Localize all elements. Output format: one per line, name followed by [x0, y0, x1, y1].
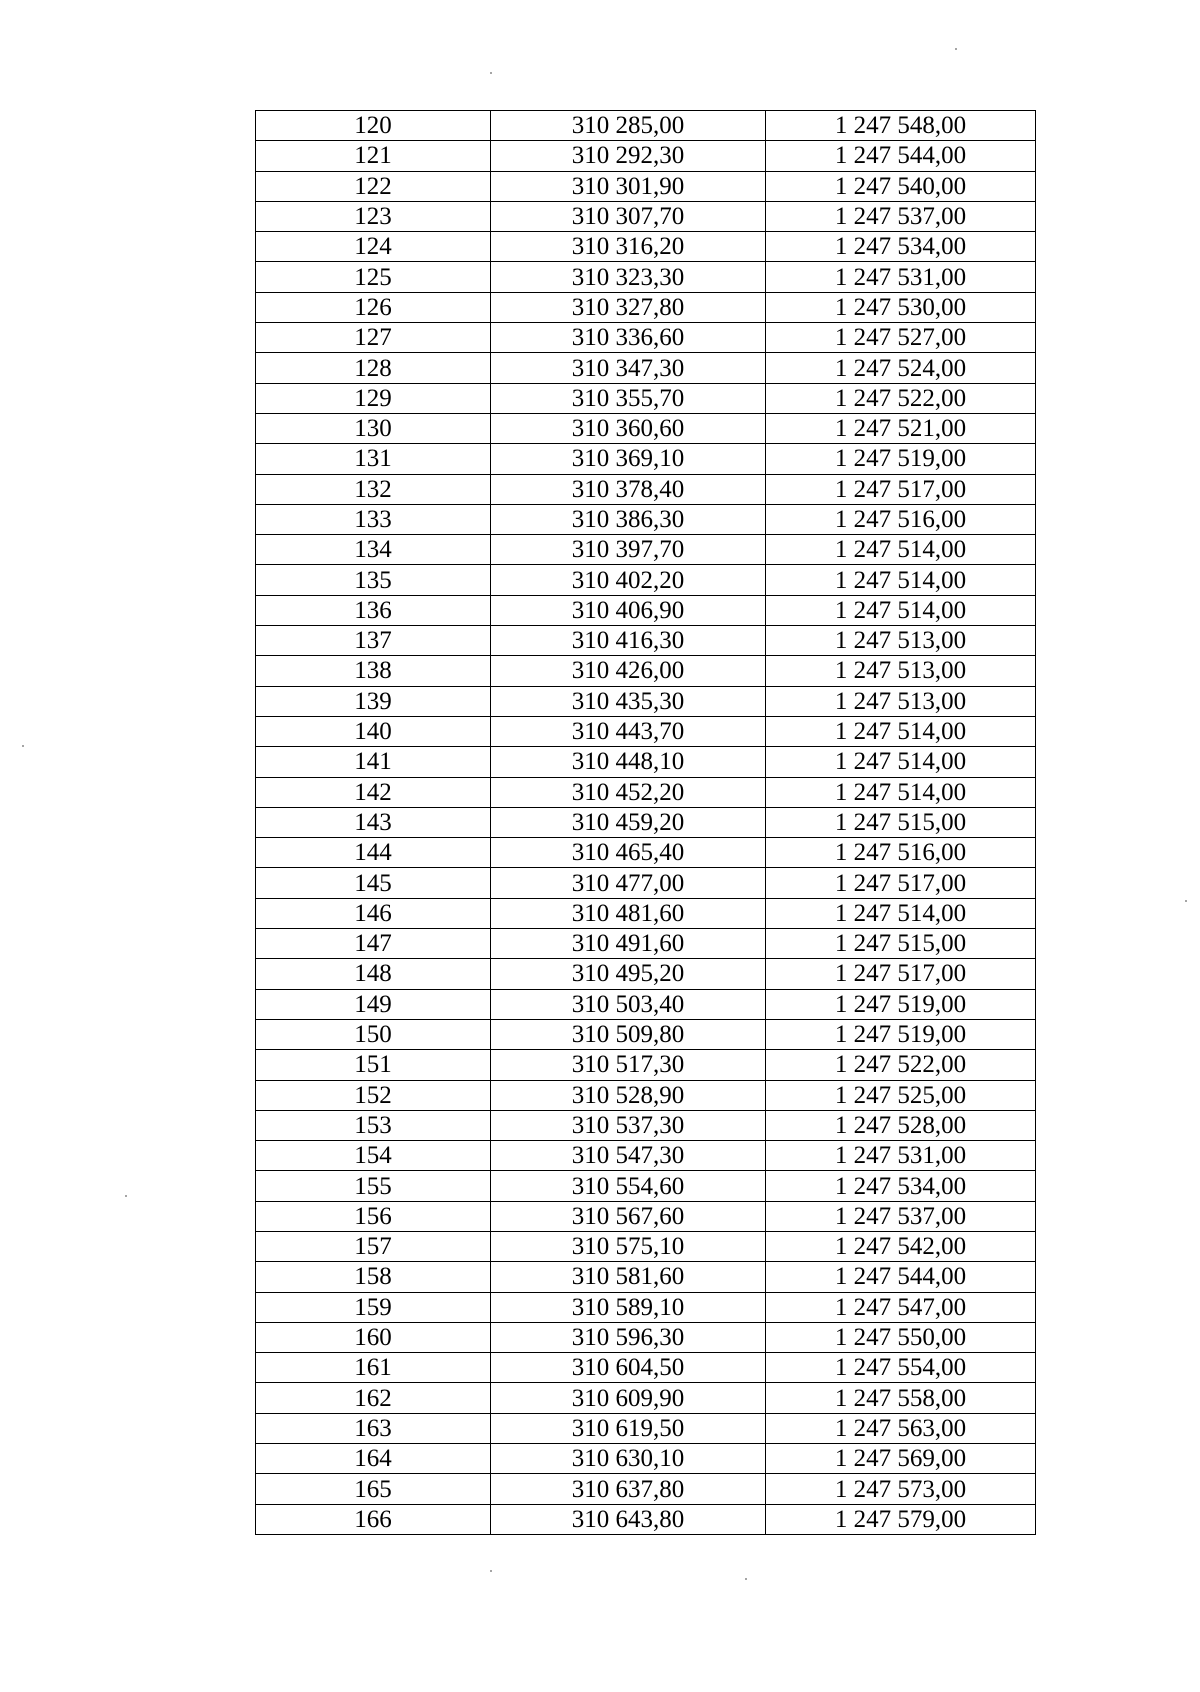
x-coordinate-cell: 310 416,30: [491, 626, 766, 656]
x-coordinate-cell: 310 465,40: [491, 838, 766, 868]
point-number-cell: 149: [256, 989, 491, 1019]
table-row: [256, 1019, 1036, 1049]
scan-speck: [125, 1195, 127, 1197]
point-number-cell: 135: [256, 565, 491, 595]
table-row: [256, 1474, 1036, 1504]
point-number-cell: 128: [256, 353, 491, 383]
table-row: [256, 1413, 1036, 1443]
x-coordinate-cell: 310 609,90: [491, 1383, 766, 1413]
y-coordinate-cell: 1 247 514,00: [766, 716, 1036, 746]
x-coordinate-cell: 310 495,20: [491, 959, 766, 989]
y-coordinate-cell: 1 247 517,00: [766, 959, 1036, 989]
y-coordinate-cell: 1 247 514,00: [766, 595, 1036, 625]
point-number-cell: 143: [256, 807, 491, 837]
scan-speck: [22, 745, 24, 747]
point-number-cell: 158: [256, 1262, 491, 1292]
y-coordinate-cell: 1 247 558,00: [766, 1383, 1036, 1413]
table-row: [256, 1110, 1036, 1140]
table-row: [256, 1353, 1036, 1383]
scan-speck: [955, 48, 957, 50]
table-row: [256, 353, 1036, 383]
table-row: [256, 1080, 1036, 1110]
point-number-cell: 131: [256, 444, 491, 474]
y-coordinate-cell: 1 247 515,00: [766, 807, 1036, 837]
x-coordinate-cell: 310 369,10: [491, 444, 766, 474]
point-number-cell: 123: [256, 201, 491, 231]
x-coordinate-cell: 310 637,80: [491, 1474, 766, 1504]
point-number-cell: 140: [256, 716, 491, 746]
x-coordinate-cell: 310 547,30: [491, 1141, 766, 1171]
y-coordinate-cell: 1 247 573,00: [766, 1474, 1036, 1504]
point-number-cell: 137: [256, 626, 491, 656]
y-coordinate-cell: 1 247 522,00: [766, 383, 1036, 413]
x-coordinate-cell: 310 630,10: [491, 1444, 766, 1474]
point-number-cell: 150: [256, 1019, 491, 1049]
table-row: [256, 141, 1036, 171]
y-coordinate-cell: 1 247 534,00: [766, 1171, 1036, 1201]
table-row: [256, 959, 1036, 989]
point-number-cell: 155: [256, 1171, 491, 1201]
table-row: [256, 444, 1036, 474]
y-coordinate-cell: 1 247 521,00: [766, 413, 1036, 443]
table-row: [256, 989, 1036, 1019]
table-row: [256, 595, 1036, 625]
table-row: [256, 383, 1036, 413]
y-coordinate-cell: 1 247 514,00: [766, 535, 1036, 565]
y-coordinate-cell: 1 247 516,00: [766, 838, 1036, 868]
x-coordinate-cell: 310 435,30: [491, 686, 766, 716]
point-number-cell: 166: [256, 1504, 491, 1534]
table-row: [256, 777, 1036, 807]
coordinates-table-body: [256, 111, 1036, 1535]
x-coordinate-cell: 310 336,60: [491, 323, 766, 353]
point-number-cell: 154: [256, 1141, 491, 1171]
table-row: [256, 1383, 1036, 1413]
y-coordinate-cell: 1 247 547,00: [766, 1292, 1036, 1322]
table-row: [256, 1050, 1036, 1080]
y-coordinate-cell: 1 247 516,00: [766, 504, 1036, 534]
y-coordinate-cell: 1 247 544,00: [766, 1262, 1036, 1292]
x-coordinate-cell: 310 619,50: [491, 1413, 766, 1443]
point-number-cell: 130: [256, 413, 491, 443]
table-row: [256, 1262, 1036, 1292]
y-coordinate-cell: 1 247 514,00: [766, 565, 1036, 595]
y-coordinate-cell: 1 247 534,00: [766, 232, 1036, 262]
x-coordinate-cell: 310 643,80: [491, 1504, 766, 1534]
table-row: [256, 747, 1036, 777]
point-number-cell: 160: [256, 1322, 491, 1352]
x-coordinate-cell: 310 327,80: [491, 292, 766, 322]
x-coordinate-cell: 310 443,70: [491, 716, 766, 746]
table-row: [256, 626, 1036, 656]
point-number-cell: 159: [256, 1292, 491, 1322]
y-coordinate-cell: 1 247 519,00: [766, 1019, 1036, 1049]
scan-speck: [490, 72, 492, 74]
x-coordinate-cell: 310 355,70: [491, 383, 766, 413]
table-row: [256, 1322, 1036, 1352]
table-row: [256, 1201, 1036, 1231]
point-number-cell: 157: [256, 1231, 491, 1261]
table-row: [256, 868, 1036, 898]
table-row: [256, 262, 1036, 292]
x-coordinate-cell: 310 406,90: [491, 595, 766, 625]
point-number-cell: 133: [256, 504, 491, 534]
point-number-cell: 162: [256, 1383, 491, 1413]
point-number-cell: 138: [256, 656, 491, 686]
y-coordinate-cell: 1 247 514,00: [766, 898, 1036, 928]
x-coordinate-cell: 310 402,20: [491, 565, 766, 595]
table-row: [256, 1504, 1036, 1534]
x-coordinate-cell: 310 426,00: [491, 656, 766, 686]
point-number-cell: 122: [256, 171, 491, 201]
table-row: [256, 111, 1036, 141]
y-coordinate-cell: 1 247 540,00: [766, 171, 1036, 201]
y-coordinate-cell: 1 247 525,00: [766, 1080, 1036, 1110]
table-row: [256, 1292, 1036, 1322]
x-coordinate-cell: 310 301,90: [491, 171, 766, 201]
x-coordinate-cell: 310 292,30: [491, 141, 766, 171]
y-coordinate-cell: 1 247 579,00: [766, 1504, 1036, 1534]
y-coordinate-cell: 1 247 544,00: [766, 141, 1036, 171]
x-coordinate-cell: 310 397,70: [491, 535, 766, 565]
point-number-cell: 139: [256, 686, 491, 716]
scan-speck: [745, 1578, 747, 1580]
y-coordinate-cell: 1 247 519,00: [766, 444, 1036, 474]
point-number-cell: 165: [256, 1474, 491, 1504]
x-coordinate-cell: 310 459,20: [491, 807, 766, 837]
y-coordinate-cell: 1 247 517,00: [766, 474, 1036, 504]
point-number-cell: 134: [256, 535, 491, 565]
y-coordinate-cell: 1 247 513,00: [766, 656, 1036, 686]
scan-speck: [490, 1570, 492, 1572]
y-coordinate-cell: 1 247 513,00: [766, 626, 1036, 656]
table-row: [256, 716, 1036, 746]
x-coordinate-cell: 310 596,30: [491, 1322, 766, 1352]
x-coordinate-cell: 310 528,90: [491, 1080, 766, 1110]
y-coordinate-cell: 1 247 537,00: [766, 1201, 1036, 1231]
y-coordinate-cell: 1 247 548,00: [766, 111, 1036, 141]
x-coordinate-cell: 310 604,50: [491, 1353, 766, 1383]
point-number-cell: 142: [256, 777, 491, 807]
x-coordinate-cell: 310 537,30: [491, 1110, 766, 1140]
point-number-cell: 164: [256, 1444, 491, 1474]
point-number-cell: 121: [256, 141, 491, 171]
x-coordinate-cell: 310 589,10: [491, 1292, 766, 1322]
x-coordinate-cell: 310 481,60: [491, 898, 766, 928]
point-number-cell: 144: [256, 838, 491, 868]
scan-speck: [1185, 900, 1187, 902]
table-row: [256, 929, 1036, 959]
table-row: [256, 323, 1036, 353]
point-number-cell: 163: [256, 1413, 491, 1443]
y-coordinate-cell: 1 247 569,00: [766, 1444, 1036, 1474]
y-coordinate-cell: 1 247 515,00: [766, 929, 1036, 959]
point-number-cell: 156: [256, 1201, 491, 1231]
x-coordinate-cell: 310 386,30: [491, 504, 766, 534]
y-coordinate-cell: 1 247 563,00: [766, 1413, 1036, 1443]
point-number-cell: 146: [256, 898, 491, 928]
y-coordinate-cell: 1 247 528,00: [766, 1110, 1036, 1140]
point-number-cell: 125: [256, 262, 491, 292]
table-row: [256, 656, 1036, 686]
y-coordinate-cell: 1 247 530,00: [766, 292, 1036, 322]
x-coordinate-cell: 310 316,20: [491, 232, 766, 262]
x-coordinate-cell: 310 285,00: [491, 111, 766, 141]
point-number-cell: 141: [256, 747, 491, 777]
y-coordinate-cell: 1 247 522,00: [766, 1050, 1036, 1080]
x-coordinate-cell: 310 347,30: [491, 353, 766, 383]
y-coordinate-cell: 1 247 550,00: [766, 1322, 1036, 1352]
x-coordinate-cell: 310 491,60: [491, 929, 766, 959]
point-number-cell: 126: [256, 292, 491, 322]
y-coordinate-cell: 1 247 524,00: [766, 353, 1036, 383]
y-coordinate-cell: 1 247 514,00: [766, 777, 1036, 807]
table-row: [256, 292, 1036, 322]
point-number-cell: 161: [256, 1353, 491, 1383]
x-coordinate-cell: 310 360,60: [491, 413, 766, 443]
y-coordinate-cell: 1 247 537,00: [766, 201, 1036, 231]
table-row: [256, 232, 1036, 262]
table-row: [256, 535, 1036, 565]
x-coordinate-cell: 310 509,80: [491, 1019, 766, 1049]
x-coordinate-cell: 310 378,40: [491, 474, 766, 504]
table-row: [256, 171, 1036, 201]
y-coordinate-cell: 1 247 519,00: [766, 989, 1036, 1019]
point-number-cell: 120: [256, 111, 491, 141]
table-row: [256, 1231, 1036, 1261]
point-number-cell: 148: [256, 959, 491, 989]
x-coordinate-cell: 310 567,60: [491, 1201, 766, 1231]
x-coordinate-cell: 310 307,70: [491, 201, 766, 231]
x-coordinate-cell: 310 503,40: [491, 989, 766, 1019]
point-number-cell: 124: [256, 232, 491, 262]
y-coordinate-cell: 1 247 513,00: [766, 686, 1036, 716]
table-row: [256, 565, 1036, 595]
y-coordinate-cell: 1 247 514,00: [766, 747, 1036, 777]
point-number-cell: 129: [256, 383, 491, 413]
x-coordinate-cell: 310 575,10: [491, 1231, 766, 1261]
table-row: [256, 1171, 1036, 1201]
y-coordinate-cell: 1 247 517,00: [766, 868, 1036, 898]
point-number-cell: 136: [256, 595, 491, 625]
point-number-cell: 127: [256, 323, 491, 353]
x-coordinate-cell: 310 581,60: [491, 1262, 766, 1292]
table-row: [256, 413, 1036, 443]
table-row: [256, 686, 1036, 716]
x-coordinate-cell: 310 554,60: [491, 1171, 766, 1201]
y-coordinate-cell: 1 247 554,00: [766, 1353, 1036, 1383]
table-row: [256, 1141, 1036, 1171]
y-coordinate-cell: 1 247 542,00: [766, 1231, 1036, 1261]
coordinates-table: [255, 110, 1036, 1535]
table-row: [256, 898, 1036, 928]
table-row: [256, 807, 1036, 837]
table-row: [256, 838, 1036, 868]
point-number-cell: 147: [256, 929, 491, 959]
point-number-cell: 153: [256, 1110, 491, 1140]
table-row: [256, 474, 1036, 504]
point-number-cell: 152: [256, 1080, 491, 1110]
x-coordinate-cell: 310 323,30: [491, 262, 766, 292]
x-coordinate-cell: 310 477,00: [491, 868, 766, 898]
point-number-cell: 145: [256, 868, 491, 898]
y-coordinate-cell: 1 247 531,00: [766, 1141, 1036, 1171]
x-coordinate-cell: 310 448,10: [491, 747, 766, 777]
y-coordinate-cell: 1 247 531,00: [766, 262, 1036, 292]
table-row: [256, 1444, 1036, 1474]
point-number-cell: 151: [256, 1050, 491, 1080]
table-row: [256, 201, 1036, 231]
point-number-cell: 132: [256, 474, 491, 504]
table-row: [256, 504, 1036, 534]
y-coordinate-cell: 1 247 527,00: [766, 323, 1036, 353]
x-coordinate-cell: 310 517,30: [491, 1050, 766, 1080]
x-coordinate-cell: 310 452,20: [491, 777, 766, 807]
